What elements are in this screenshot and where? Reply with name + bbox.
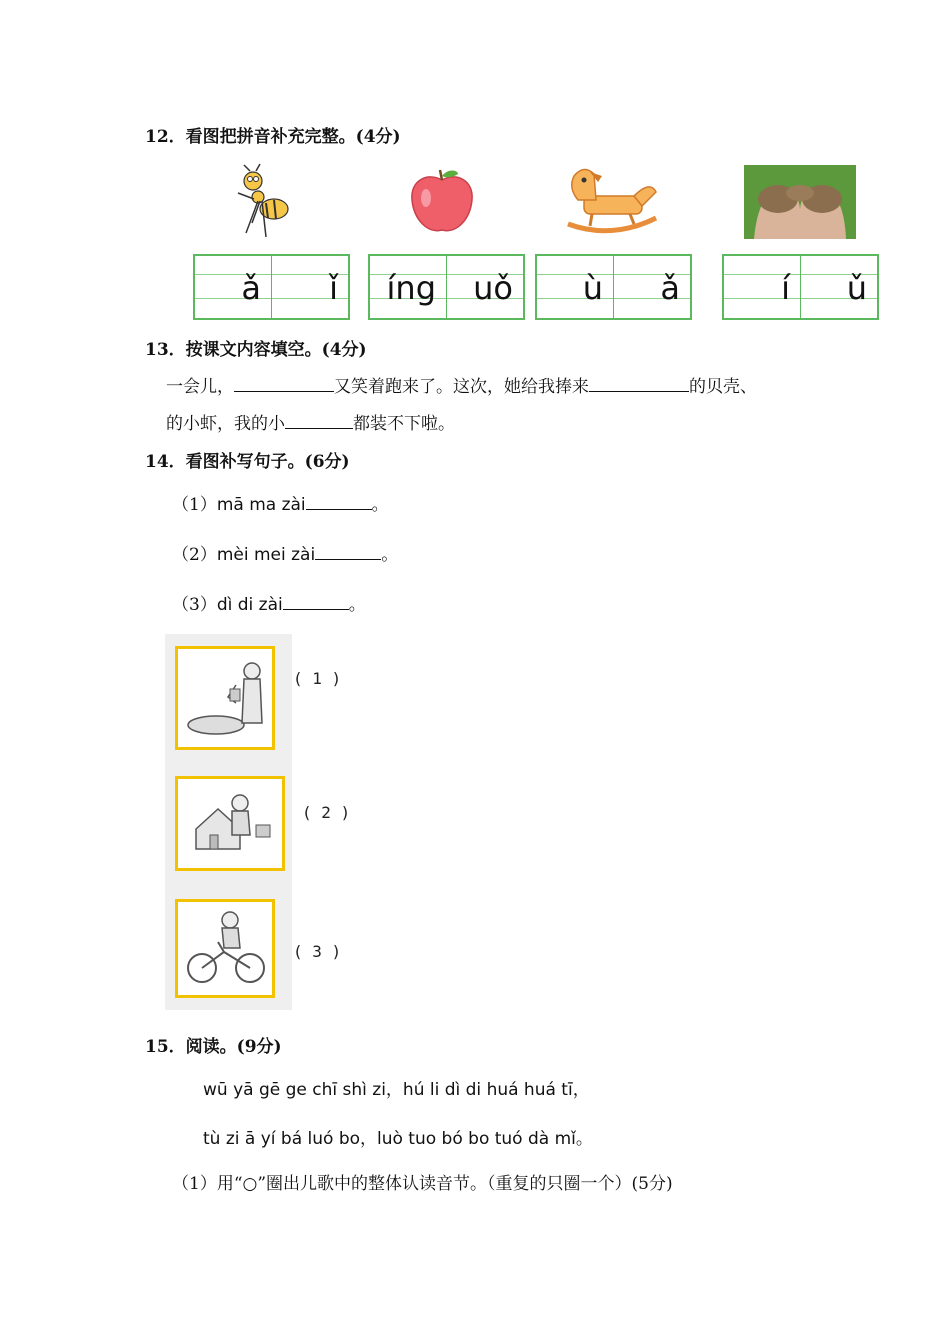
apple-icon (408, 168, 476, 236)
poem-line-2: tù zi ā yí bá luó bo，luò tuo bó bo tuó dà mǐ。 (203, 1129, 593, 1149)
item-pinyin: mèi mei zài (216, 545, 316, 565)
item-number: （1） (172, 495, 217, 515)
sister-building-blocks-icon (178, 779, 282, 868)
item-number: （2） (172, 545, 217, 565)
picture-frame-1 (175, 646, 275, 750)
syllable-text: ǐ (329, 269, 338, 307)
item-end: 。 (381, 545, 399, 565)
brother-bicycle-icon (178, 902, 272, 995)
answer-blank[interactable] (283, 593, 349, 610)
answer-blank[interactable] (234, 375, 334, 392)
q15-sub-question-1: （1）用“○”圈出儿歌中的整体认读音节。（重复的只圈一个）(5分) (172, 1174, 673, 1194)
q15-title: 15．阅读。(9分) (145, 1037, 282, 1057)
syllable-text: ǎ (241, 269, 261, 307)
item-end: 。 (348, 595, 366, 615)
pinyin-grid-1 (193, 254, 350, 320)
pinyin-grid-2 (368, 254, 525, 320)
item-end: 。 (371, 495, 389, 515)
q13-text: 都装不下啦。 (353, 414, 455, 434)
q14-title: 14．看图补写句子。(6分) (145, 452, 350, 472)
pinyin-grid-3 (535, 254, 692, 320)
q13-text: 又笑着跑来了。这次，她给我捧来 (334, 377, 589, 397)
grid-cell[interactable] (801, 256, 877, 318)
syllable-text: í (781, 269, 790, 307)
q14-item-2 (172, 540, 398, 565)
picture-frame-3 (175, 899, 275, 998)
syllable-text: uǒ (473, 269, 513, 307)
q13-text: 一会儿， (166, 377, 234, 397)
q14-item-1 (172, 490, 389, 515)
item-pinyin: dì di zài (216, 595, 283, 615)
grid-cell[interactable] (537, 256, 614, 318)
syllable-text: ù (582, 269, 603, 307)
picture-frame-2 (175, 776, 285, 871)
answer-blank[interactable] (589, 375, 689, 392)
syllable-text: ǎ (660, 269, 680, 307)
grid-cell[interactable] (195, 256, 272, 318)
grid-cell[interactable] (272, 256, 348, 318)
poem-line-1: wū yā gē ge chī shì zi，hú li dì di huá huá tī， (203, 1080, 590, 1100)
item-number: （3） (172, 595, 217, 615)
q14-item-3 (172, 590, 366, 615)
item-pinyin: mā ma zài (216, 495, 306, 515)
answer-blank[interactable] (306, 493, 372, 510)
rocking-horse-icon (564, 166, 660, 236)
grid-cell[interactable] (614, 256, 690, 318)
soil-in-hands-icon (744, 165, 856, 239)
grid-cell[interactable] (447, 256, 523, 318)
q13-text: 的小虾，我的小 (166, 414, 285, 434)
syllable-text: ǔ (846, 269, 867, 307)
syllable-text: íng (386, 269, 436, 307)
grid-cell[interactable] (724, 256, 801, 318)
q13-title: 13．按课文内容填空。(4分) (145, 340, 367, 360)
picture-label-1: ( 1 ) (293, 669, 342, 688)
q13-text: 的贝壳、 (689, 377, 757, 397)
picture-label-2: ( 2 ) (302, 803, 351, 822)
q13-line-2 (166, 409, 455, 434)
answer-blank[interactable] (285, 412, 353, 429)
q13-line-1 (166, 372, 757, 397)
grid-cell[interactable] (370, 256, 447, 318)
q12-title: 12．看图把拼音补充完整。(4分) (145, 127, 401, 147)
ant-icon (232, 163, 294, 241)
pinyin-grid-4 (722, 254, 879, 320)
picture-label-3: ( 3 ) (293, 942, 342, 961)
mother-washing-icon (178, 649, 272, 747)
answer-blank[interactable] (315, 543, 381, 560)
